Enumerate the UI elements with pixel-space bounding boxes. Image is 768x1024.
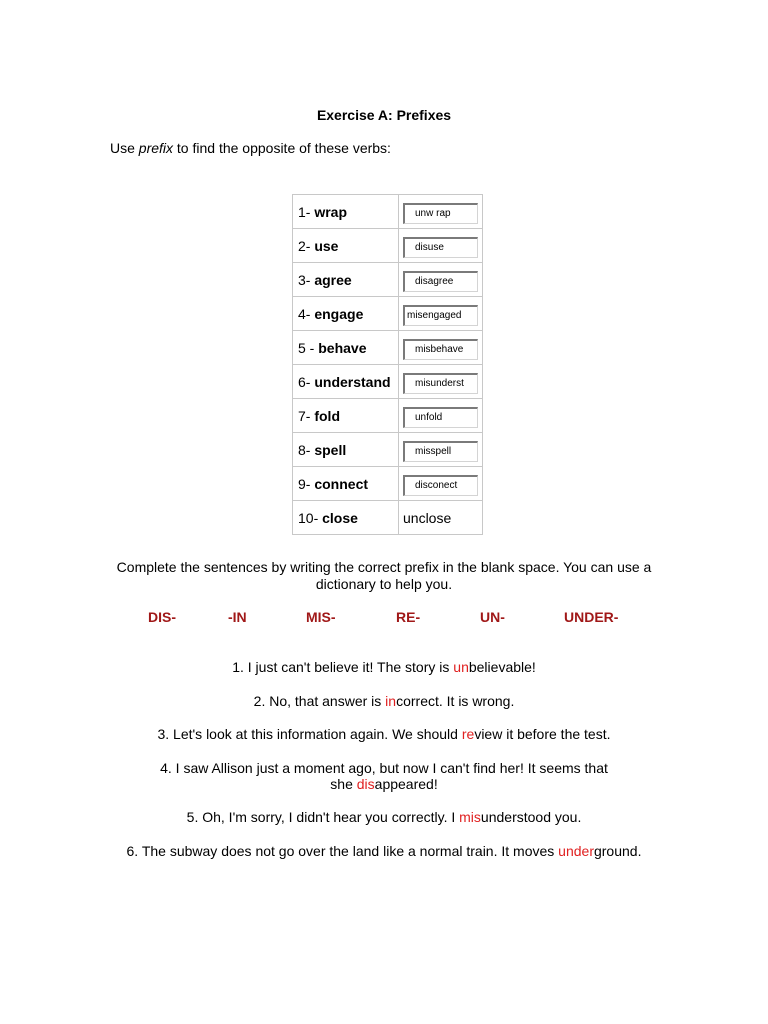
sentence-text: 2. No, that answer is (253, 693, 386, 709)
answer-cell (399, 263, 483, 297)
sentence-prefix: mis (459, 809, 481, 825)
sentence-text: 6. The subway does not go over the land like a normal train. It moves (126, 843, 559, 859)
prefix-dis: DIS- (148, 609, 176, 625)
verb-cell (293, 331, 399, 365)
answer-cell (399, 331, 483, 365)
page-title: Exercise A: Prefixes (316, 107, 452, 123)
verb-word: close (322, 509, 358, 526)
sentence-prefix: un (453, 659, 469, 675)
prefix-re: RE- (396, 609, 421, 625)
verb-number: 7- (298, 407, 315, 424)
verb-cell (293, 263, 399, 297)
verb-number: 8- (298, 441, 315, 458)
answer-cell (399, 501, 483, 535)
verb-word: connect (314, 475, 369, 492)
sentence-prefix: re (461, 726, 475, 742)
table-row (293, 297, 483, 331)
table-row (293, 399, 483, 433)
sentence-2 (100, 693, 668, 709)
instruction (110, 140, 391, 156)
answer-text: unclose (403, 509, 452, 526)
verb-number: 6- (298, 373, 315, 390)
answer-field[interactable]: misspell (403, 441, 478, 462)
answer-cell (399, 467, 483, 501)
verb-word: fold (314, 407, 340, 424)
table-row (293, 433, 483, 467)
sentence-1 (100, 659, 668, 675)
sentence-prefix: dis (356, 776, 375, 792)
verb-word: wrap (314, 203, 348, 220)
verbs-table (292, 194, 483, 535)
table-row (293, 195, 483, 229)
answer-field[interactable]: disconect (403, 475, 478, 496)
instruction-emphasis: prefix (138, 140, 174, 156)
verb-number: 10- (298, 509, 323, 526)
verb-number: 9- (298, 475, 315, 492)
answer-field[interactable]: misbehave (403, 339, 478, 360)
sentence-text: understood you. (480, 809, 582, 825)
sentence-text: ground. (593, 843, 642, 859)
sentence-text: correct. It is wrong. (396, 693, 515, 709)
sentence-text: appeared! (374, 776, 438, 792)
table-row (293, 229, 483, 263)
verb-number: 3- (298, 271, 315, 288)
answer-cell (399, 433, 483, 467)
verb-word: spell (314, 441, 347, 458)
answer-cell (399, 229, 483, 263)
answer-cell (399, 195, 483, 229)
sentence-text: view it before the test. (474, 726, 611, 742)
complete-instruction: Complete the sentences by writing the correct prefix in the blank space. You can use a dictionary to help you. (116, 559, 652, 592)
verb-cell (293, 229, 399, 263)
answer-field[interactable]: unfold (403, 407, 478, 428)
sentence-6 (90, 843, 678, 859)
sentence-prefix: in (385, 693, 397, 709)
instruction-text-end: to find the opposite of these verbs: (173, 140, 391, 156)
verb-word: understand (314, 373, 391, 390)
prefix-un: UN- (480, 609, 505, 625)
answer-field[interactable]: disuse (403, 237, 478, 258)
verb-word: use (314, 237, 339, 254)
verb-cell (293, 433, 399, 467)
sentence-prefix: under (558, 843, 594, 859)
verb-number: 2- (298, 237, 315, 254)
instruction-text-start: Use (110, 140, 139, 156)
answer-cell (399, 365, 483, 399)
answer-field[interactable]: misunderst (403, 373, 478, 394)
table-row (293, 263, 483, 297)
sentence-5 (100, 809, 668, 825)
answer-field[interactable]: misengaged (403, 305, 478, 326)
sentence-text: 1. I just can't believe it! The story is (232, 659, 454, 675)
table-row (293, 331, 483, 365)
prefix-under: UNDER- (564, 609, 619, 625)
answer-cell (399, 399, 483, 433)
table-row (293, 467, 483, 501)
verb-cell (293, 195, 399, 229)
verb-word: agree (314, 271, 352, 288)
verb-cell (293, 467, 399, 501)
sentence-text: 4. I saw Allison just a moment ago, but now I can't find her! It seems that (160, 760, 608, 776)
sentence-text: 5. Oh, I'm sorry, I didn't hear you correctly. I (186, 809, 460, 825)
verb-number: 1- (298, 203, 315, 220)
answer-cell (399, 297, 483, 331)
sentence-text: believable! (468, 659, 536, 675)
verb-word: behave (318, 339, 367, 356)
verb-cell (293, 501, 399, 535)
prefix-mis: MIS- (306, 609, 336, 625)
verb-number: 4- (298, 305, 315, 322)
verb-cell (293, 399, 399, 433)
verb-number: 5 - (298, 339, 319, 356)
verb-cell (293, 365, 399, 399)
verb-word: engage (314, 305, 364, 322)
sentence-text: 3. Let's look at this information again. We should (157, 726, 462, 742)
answer-field[interactable]: disagree (403, 271, 478, 292)
sentence-text: she (330, 776, 357, 792)
prefix-list (0, 609, 768, 629)
answer-field[interactable]: unw rap (403, 203, 478, 224)
sentence-3 (100, 726, 668, 742)
table-row (293, 365, 483, 399)
sentence-4 (100, 760, 668, 792)
table-row (293, 501, 483, 535)
verb-cell (293, 297, 399, 331)
prefix-in: -IN (228, 609, 247, 625)
